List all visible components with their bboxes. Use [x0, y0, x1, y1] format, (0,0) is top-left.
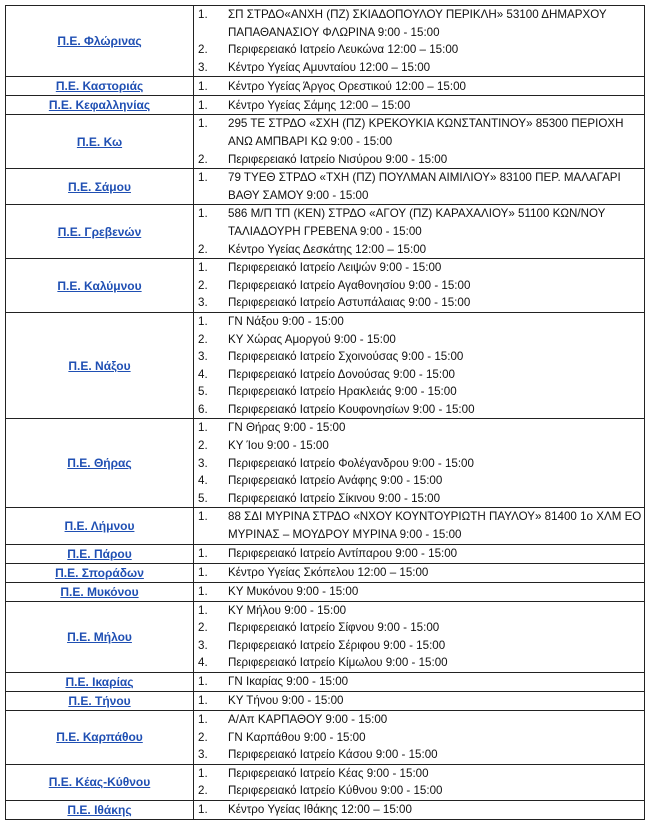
item-number: 2. [198, 621, 208, 635]
region-link[interactable]: Π.Ε. Καστοριάς [55, 79, 144, 94]
list-item [194, 746, 644, 764]
item-text: Κέντρο Υγείας Ιθάκης 12:00 – 15:00 [228, 803, 412, 817]
item-number: 2. [198, 242, 208, 256]
region-link[interactable]: Π.Ε. Λήμνου [64, 519, 135, 534]
locations-cell [194, 77, 645, 96]
item-text: Περιφερειακό Ιατρείο Λευκώνα 12:00 – 15:00 [228, 43, 459, 57]
region-link[interactable]: Π.Ε. Ικαρίας [65, 675, 134, 689]
region-link[interactable]: Π.Ε. Μήλου [67, 629, 132, 644]
item-number: 3. [198, 456, 208, 470]
item-text: Α/Απ ΚΑΡΠΑΘΟΥ 9:00 - 15:00 [228, 713, 388, 726]
list-item [194, 472, 644, 490]
list-item [194, 419, 644, 437]
item-text: 586 Μ/Π ΤΠ (ΚΕΝ) ΣΤΡΔΟ «ΑΓΟΥ (ΠΖ) ΚΑΡΑΧΑΛΙΟΥ» 51100 ΚΩΝ/ΝΟΥ ΤΑΛΙΑΔΟΥΡΗ ΓΡΕΒΕΝΑ 9:00 - 15:00 [228, 207, 606, 238]
region-link[interactable]: Π.Ε. Κεφαλληνίας [48, 98, 151, 113]
region-cell [6, 115, 194, 169]
item-number: 3. [198, 296, 208, 310]
region-link[interactable]: Π.Ε. Ιθάκης [67, 802, 132, 817]
item-number: 5. [198, 385, 208, 399]
item-text: Κέντρο Υγείας Άργος Ορεστικού 12:00 – 15:00 [228, 79, 466, 93]
list-item [194, 277, 644, 295]
item-text: ΚΥ Μυκόνου 9:00 - 15:00 [228, 584, 359, 598]
item-text: Περιφερειακό Ιατρείο Κάσου 9:00 - 15:00 [228, 748, 438, 762]
list-item [194, 782, 644, 800]
region-cell [6, 544, 194, 563]
region-cell [6, 77, 194, 96]
list-item [194, 711, 644, 729]
list-item [194, 602, 644, 620]
table-row [6, 800, 645, 819]
item-number: 1. [198, 713, 208, 726]
list-item [194, 115, 644, 150]
list-item [194, 383, 644, 401]
locations-cell [194, 764, 645, 800]
locations-cell [194, 169, 645, 205]
item-number: 3. [198, 638, 208, 652]
list-item [194, 692, 644, 710]
item-text: Περιφερειακό Ιατρείο Κέας 9:00 - 15:00 [228, 766, 429, 780]
item-text: Κέντρο Υγείας Σάμης 12:00 – 15:00 [228, 98, 411, 112]
region-link[interactable]: Π.Ε. Τήνου [68, 694, 131, 708]
list-item [194, 151, 644, 169]
item-number: 1. [198, 98, 208, 112]
region-link[interactable]: Π.Ε. Σποράδων [55, 565, 144, 580]
item-number: 1. [198, 694, 208, 708]
item-number: 2. [198, 152, 208, 166]
locations-cell [194, 582, 645, 601]
region-cell [6, 96, 194, 115]
list-item [194, 637, 644, 655]
item-number: 1. [198, 584, 208, 598]
item-number: 1. [198, 207, 208, 221]
region-link[interactable]: Π.Ε. Φλώρινας [57, 34, 142, 49]
region-cell [6, 692, 194, 711]
item-number: 4. [198, 474, 208, 488]
list-item [194, 619, 644, 637]
item-text: ΚΥ Ίου 9:00 - 15:00 [228, 439, 329, 453]
list-item [194, 6, 644, 41]
item-text: Περιφερειακό Ιατρείο Νισύρου 9:00 - 15:00 [228, 152, 448, 166]
table-row [6, 544, 645, 563]
locations-cell [194, 115, 645, 169]
list-item [194, 490, 644, 508]
item-text: Περιφερειακό Ιατρείο Κύθνου 9:00 - 15:00 [228, 784, 443, 798]
item-number: 1. [198, 171, 208, 185]
region-link[interactable]: Π.Ε. Σάμου [68, 179, 131, 194]
item-number: 1. [198, 8, 208, 21]
table-row [6, 205, 645, 259]
item-number: 1. [198, 546, 208, 560]
list-item [194, 729, 644, 747]
region-link[interactable]: Π.Ε. Γρεβενών [57, 224, 142, 239]
table-row [6, 711, 645, 765]
item-text: ΚΥ Χώρας Αμοργού 9:00 - 15:00 [228, 332, 396, 346]
table-row [6, 563, 645, 582]
item-text: Κέντρο Υγείας Δεσκάτης 12:00 – 15:00 [228, 242, 427, 256]
region-cell [6, 582, 194, 601]
item-text: 79 ΤΥΕΘ ΣΤΡΔΟ «ΤΧΗ (ΠΖ) ΠΟΥΛΜΑΝ ΑΙΜΙΛΙΟΥ» 83100 ΠΕΡ. ΜΑΛΑΓΑΡΙ ΒΑΘΥ ΣΑΜΟΥ 9:00 - 15:00 [228, 171, 621, 202]
locations-cell [194, 544, 645, 563]
item-text: ΚΥ Μήλου 9:00 - 15:00 [228, 603, 347, 617]
table-row [6, 508, 645, 544]
list-item [194, 564, 644, 582]
list-item [194, 583, 644, 601]
locations-cell [194, 601, 645, 672]
item-number: 6. [198, 402, 208, 416]
table-row [6, 96, 645, 115]
item-text: 295 ΤΕ ΣΤΡΔΟ «ΣΧΗ (ΠΖ) ΚΡΕΚΟΥΚΙΑ ΚΩΝΣΤΑΝΤΙΝΟΥ» 85300 ΠΕΡΙΟΧΗ ΑΝΩ ΑΜΠΒΑΡΙ ΚΩ 9:00 - 15:00 [228, 117, 624, 148]
item-number: 1. [198, 675, 208, 689]
item-text: ΚΥ Τήνου 9:00 - 15:00 [228, 694, 344, 708]
item-number: 3. [198, 748, 208, 762]
region-cell [6, 259, 194, 313]
item-text: ΓΝ Ικαρίας 9:00 - 15:00 [228, 675, 349, 689]
locations-cell [194, 711, 645, 765]
item-number: 1. [198, 803, 208, 817]
list-item [194, 401, 644, 419]
item-number: 2. [198, 439, 208, 453]
region-link[interactable]: Π.Ε. Μυκόνου [60, 584, 139, 599]
item-number: 2. [198, 784, 208, 798]
item-text: Περιφερειακό Ιατρείο Λειψών 9:00 - 15:00 [228, 261, 442, 275]
locations-cell [194, 673, 645, 692]
region-link[interactable]: Π.Ε. Κω [76, 134, 123, 149]
list-item [194, 455, 644, 473]
locations-cell [194, 508, 645, 544]
table-row [6, 169, 645, 205]
region-link[interactable]: Π.Ε. Καλύμνου [57, 278, 142, 293]
list-item [194, 331, 644, 349]
item-number: 1. [198, 79, 208, 93]
table-row [6, 77, 645, 96]
locations-cell [194, 6, 645, 77]
item-number: 2. [198, 332, 208, 346]
item-text: 88 ΣΔΙ ΜΥΡΙΝΑ ΣΤΡΔΟ «ΝΧΟΥ ΚΟΥΝΤΟΥΡΙΩΤΗ ΠΑΥΛΟΥ» 81400 1ο ΧΛΜ ΕΟ ΜΥΡΙΝΑΣ – ΜΟΥΔΡΟΥ ΜΥΡΙΝΑ 9:00 - 15:00 [228, 510, 642, 542]
item-text: Περιφερειακό Ιατρείο Κουφονησίων 9:00 - 15:00 [228, 402, 475, 416]
locations-cell [194, 312, 645, 419]
item-number: 1. [198, 510, 208, 524]
region-cell [6, 508, 194, 544]
region-cell [6, 800, 194, 819]
schedule-table [5, 5, 645, 820]
region-cell [6, 673, 194, 692]
item-text: Κέντρο Υγείας Αμυνταίου 12:00 – 15:00 [228, 60, 431, 74]
table-row [6, 6, 645, 77]
region-link[interactable]: Π.Ε. Νάξου [68, 358, 131, 373]
list-item [194, 97, 644, 115]
item-text: Περιφερειακό Ιατρείο Φολέγανδρου 9:00 - 15:00 [228, 456, 474, 470]
region-cell [6, 764, 194, 800]
table-row [6, 601, 645, 672]
item-text: Περιφερειακό Ιατρείο Σχοινούσας 9:00 - 15:00 [228, 350, 464, 364]
region-link[interactable]: Π.Ε. Θήρας [67, 456, 132, 471]
list-item [194, 654, 644, 672]
locations-cell [194, 96, 645, 115]
item-number: 5. [198, 491, 208, 505]
item-text: ΓΝ Καρπάθου 9:00 - 15:00 [228, 730, 366, 744]
list-item [194, 348, 644, 366]
item-text: Περιφερειακό Ιατρείο Αντίπαρου 9:00 - 15:00 [228, 546, 458, 560]
table-row [6, 673, 645, 692]
table-row [6, 259, 645, 313]
list-item [194, 366, 644, 384]
region-cell [6, 205, 194, 259]
item-text: Περιφερειακό Ιατρείο Σίκινου 9:00 - 15:00 [228, 491, 441, 505]
item-text: Περιφερειακό Ιατρείο Κίμωλου 9:00 - 15:00 [228, 656, 448, 670]
item-number: 3. [198, 350, 208, 364]
locations-cell [194, 259, 645, 313]
item-number: 1. [198, 603, 208, 617]
item-text: Περιφερειακό Ιατρείο Ηρακλειάς 9:00 - 15:00 [228, 385, 457, 399]
list-item [194, 801, 644, 819]
region-cell [6, 601, 194, 672]
region-cell [6, 169, 194, 205]
list-item [194, 765, 644, 783]
region-link[interactable]: Π.Ε. Καρπάθου [56, 730, 143, 745]
item-number: 1. [198, 565, 208, 579]
item-text: ΓΝ Νάξου 9:00 - 15:00 [228, 314, 344, 328]
list-item [194, 41, 644, 59]
locations-cell [194, 419, 645, 508]
list-item [194, 241, 644, 259]
list-item [194, 508, 644, 543]
item-text: Περιφερειακό Ιατρείο Σέριφου 9:00 - 15:00 [228, 638, 446, 652]
table-row [6, 419, 645, 508]
list-item [194, 205, 644, 240]
item-text: Κέντρο Υγείας Σκόπελου 12:00 – 15:00 [228, 565, 429, 579]
list-item [194, 673, 644, 691]
region-link[interactable]: Π.Ε. Κέας-Κύθνου [48, 775, 151, 790]
item-text: ΓΝ Θήρας 9:00 - 15:00 [228, 421, 346, 435]
locations-cell [194, 205, 645, 259]
item-number: 1. [198, 261, 208, 275]
item-number: 3. [198, 60, 208, 74]
region-cell [6, 312, 194, 419]
item-text: Περιφερειακό Ιατρείο Δονούσας 9:00 - 15:00 [228, 367, 455, 381]
locations-cell [194, 800, 645, 819]
locations-cell [194, 692, 645, 711]
region-cell [6, 419, 194, 508]
table-row [6, 764, 645, 800]
list-item [194, 545, 644, 563]
item-number: 1. [198, 421, 208, 435]
item-number: 4. [198, 367, 208, 381]
item-number: 2. [198, 278, 208, 292]
list-item [194, 78, 644, 96]
list-item [194, 259, 644, 277]
table-row [6, 312, 645, 419]
item-number: 2. [198, 730, 208, 744]
item-number: 1. [198, 117, 208, 131]
list-item [194, 59, 644, 77]
item-number: 2. [198, 43, 208, 57]
list-item [194, 294, 644, 312]
list-item [194, 313, 644, 331]
table-row [6, 692, 645, 711]
region-link[interactable]: Π.Ε. Πάρου [67, 546, 132, 561]
item-number: 4. [198, 656, 208, 670]
list-item [194, 437, 644, 455]
table-row [6, 115, 645, 169]
item-text: Περιφερειακό Ιατρείο Αστυπάλαιας 9:00 - 15:00 [228, 296, 471, 310]
locations-cell [194, 563, 645, 582]
region-cell [6, 6, 194, 77]
item-text: Περιφερειακό Ιατρείο Σίφνου 9:00 - 15:00 [228, 621, 440, 635]
region-cell [6, 563, 194, 582]
item-text: Περιφερειακό Ιατρείο Αγαθονησίου 9:00 - 15:00 [228, 278, 471, 292]
item-text: ΣΠ ΣΤΡΔΟ«ΑΝΧΗ (ΠΖ) ΣΚΙΑΔΟΠΟΥΛΟΥ ΠΕΡΙΚΛΗ» 53100 ΔΗΜΑΡΧΟΥ ΠΑΠΑΘΑΝΑΣΙΟΥ ΦΛΩΡΙΝΑ 9:00 - 15:00 [228, 8, 607, 39]
item-text: Περιφερειακό Ιατρείο Ανάφης 9:00 - 15:00 [228, 474, 443, 488]
list-item [194, 169, 644, 204]
item-number: 1. [198, 766, 208, 780]
schedule-table-body [6, 6, 645, 820]
item-number: 1. [198, 314, 208, 328]
region-cell [6, 711, 194, 765]
table-row [6, 582, 645, 601]
